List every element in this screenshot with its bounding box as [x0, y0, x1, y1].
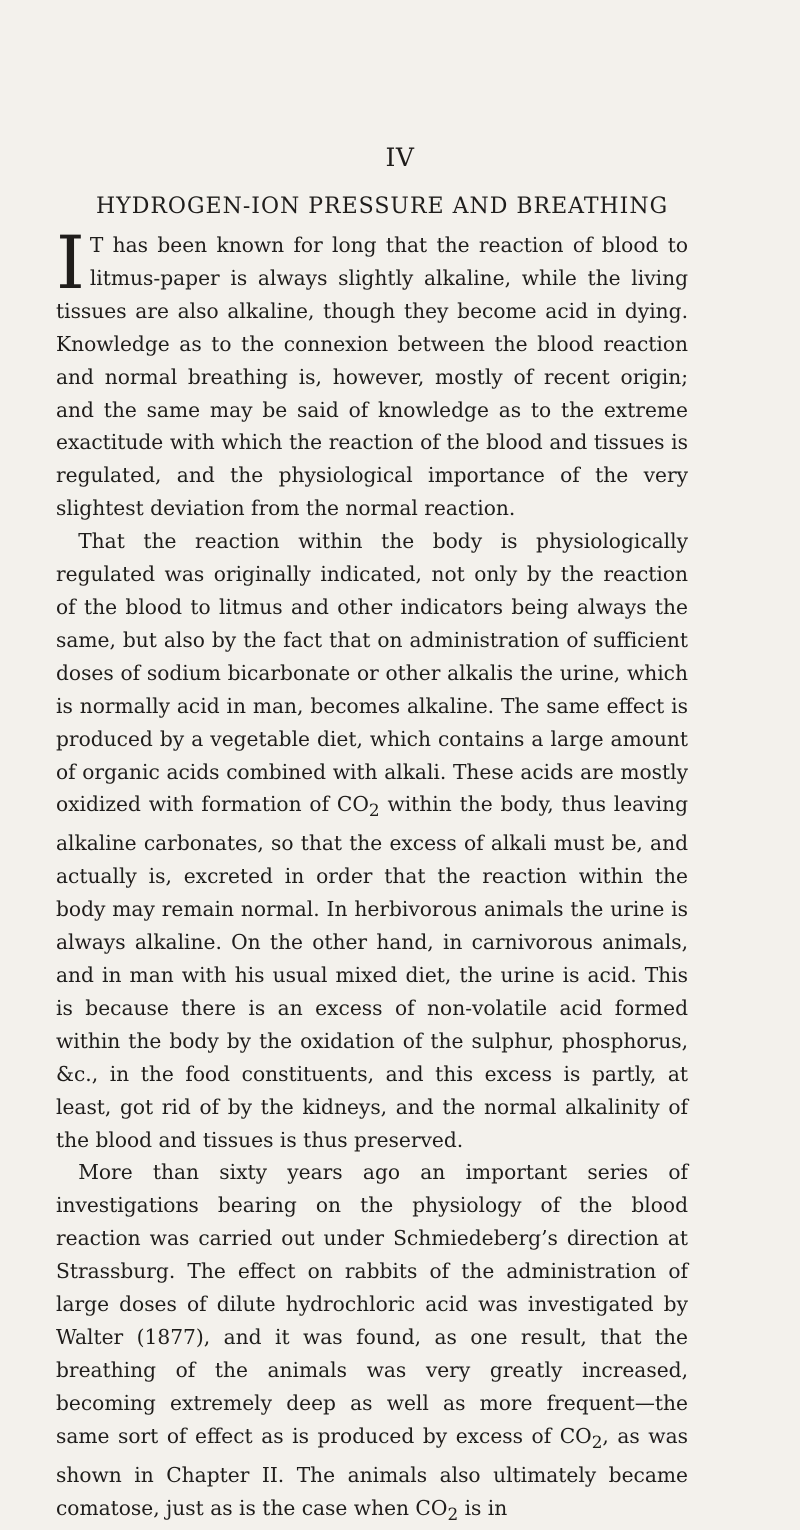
paragraph-1-text: T has been known for long that the reaction of blood to litmus-paper is always slightly alkaline, while the living tissues are also alkaline, though they become acid in dying. Knowledge as to the connexion between the blood reaction and normal breathing is, however, mostly of recent origin; and the same may be said of knowledge as to the extreme exactitude with which the reaction of the blood and tissues is regulated, and the physiological importance of the very slightest deviation from the normal reaction. [56, 233, 688, 521]
paragraph-3-text-c: is in [458, 1495, 508, 1520]
paragraph-1 [56, 221, 688, 525]
paragraph-3-text-b: , as was shown in Chapter II. The animals also ultimately became comatose, just as is the case when CO [56, 1423, 688, 1520]
chapter-number: IV [385, 143, 415, 172]
subscript-2: 2 [447, 1503, 459, 1524]
chapter-body [56, 221, 689, 1530]
chapter-title: HYDROGEN-ION PRESSURE AND BREATHING [96, 194, 669, 219]
paragraph-2-text-b: within the body, thus leaving alkaline carbonates, so that the excess of alkali must be, and actually is, excreted in order that the reaction within the body may remain normal. In herbivorous animals the urine is always alkaline. On the other hand, in carnivorous animals, and in man with his usual mixed diet, the urine is acid. This is because there is an excess of non-volatile acid formed within the body by the oxidation of the sulphur, phosphorus, &c., in the food constituents, and this excess is partly, at least, got rid of by the kidneys, and the normal alkalinity of the blood and tissues is thus preserved. [56, 792, 689, 1152]
paragraph-3-text-a: More than sixty years ago an important series of investigations bearing on the physiology of the blood reaction was carried out under Schmiedeberg’s direction at Strassburg. The effect on rabbits of the administration of large doses of dilute hydrochloric acid was investigated by Walter (1877), and it was found, as one result, that the breathing of the animals was very greatly increased, becoming extremely deep as well as more frequent—the same sort of effect as is produced by excess of CO [56, 1160, 688, 1448]
subscript-2: 2 [368, 800, 380, 821]
subscript-2: 2 [591, 1431, 603, 1452]
paragraph-3 [56, 1156, 688, 1530]
paragraph-2-text-a: That the reaction within the body is physiologically regulated was originally indicated, not only by the reaction of the blood to litmus and other indicators being always the same, but also by the fact that on administration of sufficient doses of sodium bicarbonate or other alkalis the urine, which is normally acid in man, becomes alkaline. The same effect is produced by a vegetable diet, which contains a large amount of organic acids combined with alkali. These acids are mostly oxidized with formation of CO [56, 529, 688, 817]
drop-cap: I [56, 221, 85, 306]
paragraph-2 [56, 525, 688, 1156]
